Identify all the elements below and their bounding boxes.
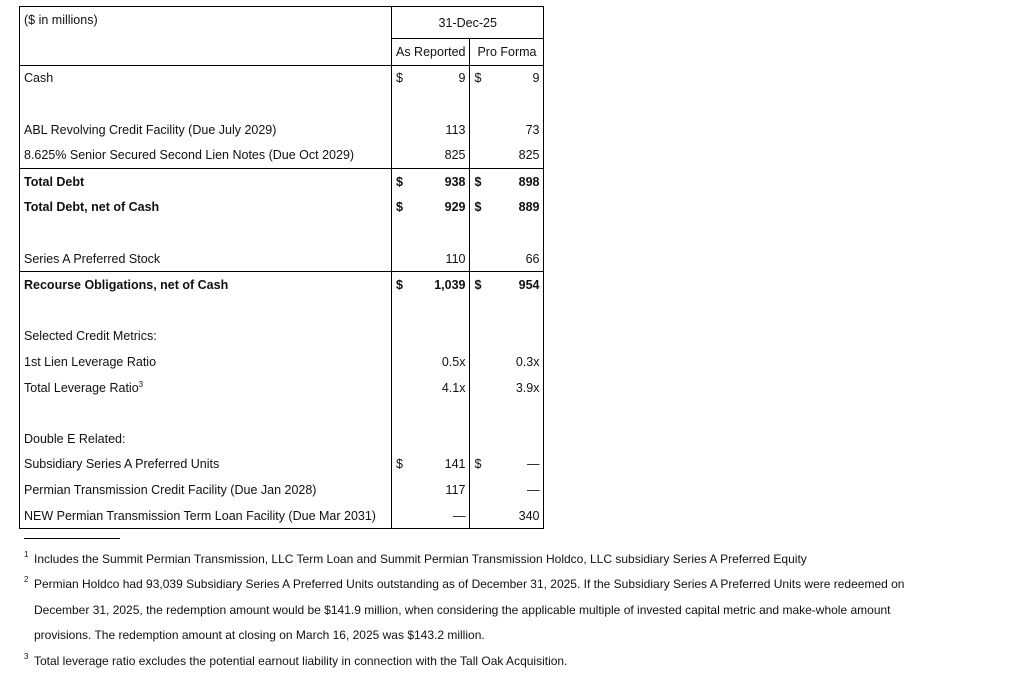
dollar-sign: $ (474, 457, 482, 472)
table-row (20, 452, 544, 478)
pro-forma-value: 954 (486, 272, 544, 298)
as-reported-value: 113 (408, 117, 470, 143)
section-label: Selected Credit Metrics: (20, 324, 392, 350)
row-label: Subsidiary Series A Preferred Units (20, 452, 392, 478)
pro-forma-value: 66 (486, 246, 544, 272)
table-row-total (20, 272, 544, 298)
footnote-marker: 3 (24, 652, 29, 661)
subheader-row (20, 39, 544, 66)
table-row (20, 65, 544, 91)
as-reported-value: 938 (408, 169, 470, 195)
row-label: 1st Lien Leverage Ratio (20, 349, 392, 375)
row-label: Total Debt, net of Cash (20, 195, 392, 221)
as-reported-value: 9 (408, 65, 470, 91)
pro-forma-value: 73 (486, 117, 544, 143)
table-row-total (20, 169, 544, 195)
table-row (20, 375, 544, 401)
col-as-reported: As Reported (392, 39, 470, 66)
pro-forma-value: — (486, 477, 544, 503)
dollar-sign: $ (392, 65, 409, 91)
table-row (20, 349, 544, 375)
header-row (20, 7, 544, 39)
table-row (20, 503, 544, 529)
section-label: Double E Related: (20, 426, 392, 452)
dollar-sign: $ (396, 200, 403, 215)
pro-forma-value: 0.3x (486, 349, 544, 375)
footnote-marker: 2 (24, 575, 29, 584)
table-row (20, 477, 544, 503)
table-row (20, 142, 544, 168)
dollar-sign: $ (470, 272, 486, 298)
row-label: ABL Revolving Credit Facility (Due July 2029) (20, 117, 392, 143)
footnote-ref: 3 (138, 379, 144, 389)
as-reported-value: 929 (408, 195, 470, 221)
dollar-sign: $ (474, 200, 482, 215)
dollar-sign: $ (396, 457, 403, 472)
spacer-row (20, 220, 544, 246)
as-reported-value: 0.5x (408, 349, 470, 375)
spacer-row (20, 298, 544, 324)
section-header-row (20, 426, 544, 452)
row-label: 8.625% Senior Secured Second Lien Notes (Due Oct 2029) (20, 142, 392, 168)
footnote-text-line: Permian Holdco had 93,039 Subsidiary Series A Preferred Units outstanding as of December 31, 2025. If the Subsidiary Series A Preferred Units were redeemed on (34, 577, 905, 591)
row-label: Permian Transmission Credit Facility (Due Jan 2028) (20, 477, 392, 503)
row-label-text: Total Leverage Ratio (24, 380, 139, 395)
table-row (20, 246, 544, 272)
row-label: Cash (20, 65, 392, 91)
footnote-2 (24, 572, 904, 649)
as-reported-value: 1,039 (408, 272, 470, 298)
row-label: Total Debt (20, 169, 392, 195)
footnote-marker: 1 (24, 550, 29, 559)
pro-forma-value: 340 (486, 503, 544, 529)
pro-forma-value: 9 (486, 65, 544, 91)
table-row (20, 117, 544, 143)
footnote-text: Includes the Summit Permian Transmission, LLC Term Loan and Summit Permian Transmission Holdco, LLC subsidiary Series A Preferred Equity (34, 552, 807, 566)
as-reported-value: — (408, 503, 470, 529)
as-reported-value: 4.1x (408, 375, 470, 401)
footnote-1 (24, 547, 807, 573)
unit-label: ($ in millions) (20, 7, 392, 39)
date-header: 31-Dec-25 (392, 7, 544, 39)
pro-forma-value: — (486, 452, 544, 478)
table-row-total (20, 195, 544, 221)
pro-forma-value: 825 (486, 142, 544, 168)
dollar-sign: $ (392, 169, 409, 195)
pro-forma-value: 889 (486, 195, 544, 221)
col-pro-forma: Pro Forma (470, 39, 544, 66)
section-header-row (20, 324, 544, 350)
as-reported-value: 141 (408, 452, 470, 478)
footnote-divider (24, 538, 120, 539)
pro-forma-value: 3.9x (486, 375, 544, 401)
dollar-sign: $ (470, 65, 486, 91)
as-reported-value: 117 (408, 477, 470, 503)
spacer-row (20, 400, 544, 426)
as-reported-value: 825 (408, 142, 470, 168)
row-label: Recourse Obligations, net of Cash (20, 272, 392, 298)
row-label (20, 375, 392, 401)
dollar-sign: $ (392, 272, 409, 298)
pro-forma-value: 898 (486, 169, 544, 195)
footnote-3 (24, 649, 567, 675)
dollar-sign: $ (470, 169, 486, 195)
footnote-text: Total leverage ratio excludes the potential earnout liability in connection with the Tall Oak Acquisition. (34, 654, 568, 668)
row-label: NEW Permian Transmission Term Loan Facility (Due Mar 2031) (20, 503, 392, 529)
row-label: Series A Preferred Stock (20, 246, 392, 272)
footnote-text-line: provisions. The redemption amount at closing on March 16, 2025 was $143.2 million. (34, 628, 485, 642)
footnote-text-line: December 31, 2025, the redemption amount would be $141.9 million, when considering the applicable multiple of invested capital metric and make-whole amount (34, 602, 891, 617)
spacer-row (20, 91, 544, 117)
as-reported-value: 110 (408, 246, 470, 272)
capitalization-table (19, 6, 544, 529)
